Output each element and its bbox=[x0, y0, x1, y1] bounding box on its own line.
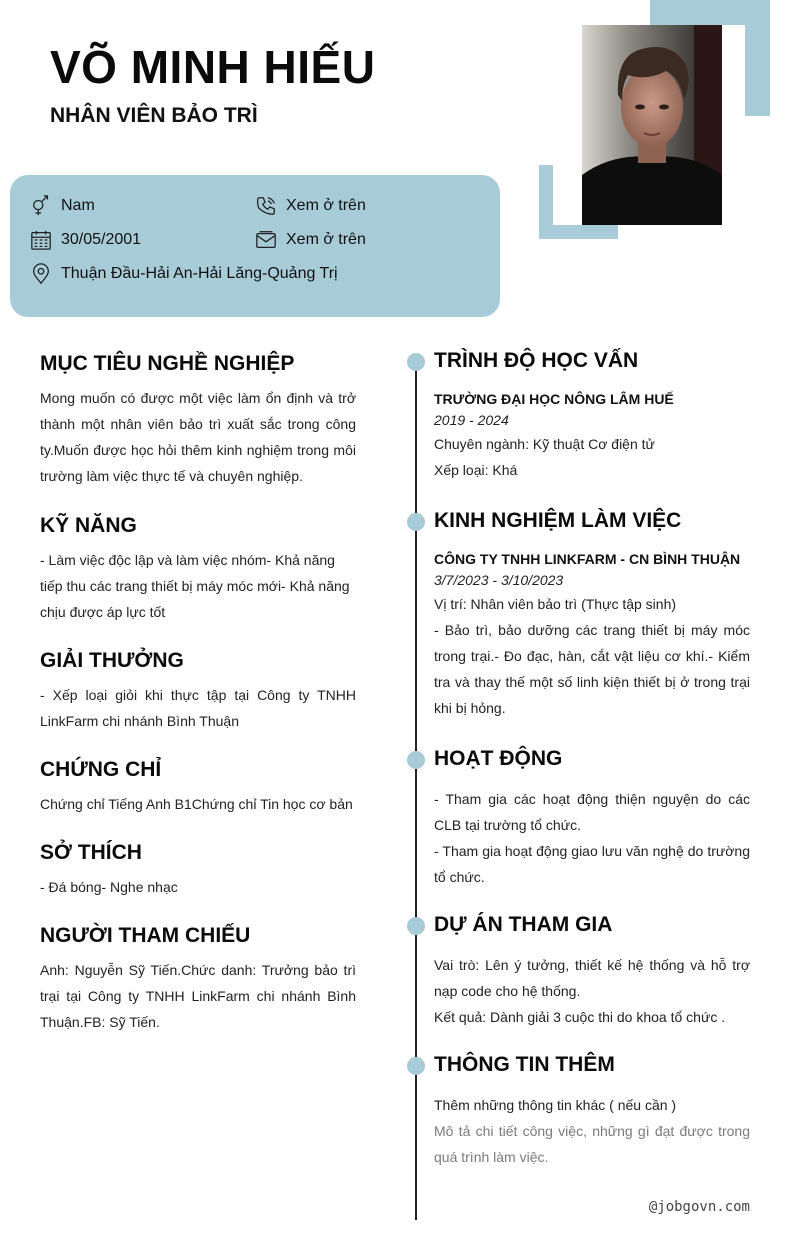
address-item bbox=[30, 263, 338, 285]
activities-title: HOẠT ĐỘNG bbox=[434, 747, 563, 770]
certificates-text: Chứng chỉ Tiếng Anh B1Chứng chỉ Tin học cơ bản bbox=[40, 796, 353, 812]
phone-value: Xem ở trên bbox=[286, 197, 366, 214]
timeline-dot-education bbox=[407, 353, 425, 371]
objective-title: MỤC TIÊU NGHỀ NGHIỆP bbox=[40, 352, 295, 375]
job-title: NHÂN VIÊN BẢO TRÌ bbox=[50, 104, 258, 127]
hobbies-section bbox=[40, 841, 356, 900]
objective-section bbox=[40, 352, 356, 489]
experience-section bbox=[434, 509, 750, 721]
portrait-photo bbox=[582, 25, 722, 225]
experience-company: CÔNG TY TNHH LINKFARM - CN BÌNH THUẬN bbox=[434, 551, 741, 567]
education-school: TRƯỜNG ĐẠI HỌC NÔNG LÂM HUẾ bbox=[434, 391, 674, 407]
activities-item-1: - Tham gia các hoạt động thiện nguyện do các CLB tại trường tổ chức. bbox=[434, 791, 750, 833]
dob-item bbox=[30, 229, 141, 251]
extra-title: THÔNG TIN THÊM bbox=[434, 1053, 615, 1076]
awards-title: GIẢI THƯỞNG bbox=[40, 649, 184, 672]
references-section bbox=[40, 924, 356, 1035]
awards-text: - Xếp loại giỏi khi thực tập tại Công ty TNHH LinkFarm chi nhánh Bình Thuận bbox=[40, 687, 356, 729]
timeline-line bbox=[415, 360, 417, 1220]
projects-result: Kết quả: Dành giải 3 cuộc thi do khoa tổ chức . bbox=[434, 1009, 726, 1025]
skills-title: KỸ NĂNG bbox=[40, 514, 137, 537]
dob-value: 30/05/2001 bbox=[61, 231, 142, 248]
education-major: Chuyên ngành: Kỹ thuật Cơ điện tử bbox=[434, 436, 655, 452]
address-value: Thuận Đầu-Hải An-Hải Lăng-Quảng Trị bbox=[61, 265, 338, 282]
portrait-photo-illustration bbox=[582, 25, 722, 225]
hobbies-title: SỞ THÍCH bbox=[40, 841, 142, 864]
timeline-dot-extra bbox=[407, 1057, 425, 1075]
references-text: Anh: Nguyễn Sỹ Tiến.Chức danh: Trưởng bảo trì trại tại Công ty TNHH LinkFarm chi nhánh Bình Thuận.FB: Sỹ Tiến. bbox=[40, 962, 356, 1030]
skills-section bbox=[40, 514, 356, 625]
projects-title: DỰ ÁN THAM GIA bbox=[434, 913, 613, 936]
skills-text: - Làm việc độc lập và làm việc nhóm- Khả năng tiếp thu các trang thiết bị máy móc mới- Khả năng chịu được áp lực tốt bbox=[40, 552, 350, 620]
activities-item-2: - Tham gia hoạt động giao lưu văn nghệ do trường tổ chức. bbox=[434, 843, 750, 885]
activities-section bbox=[434, 747, 750, 890]
timeline-dot-experience bbox=[407, 513, 425, 531]
certificates-title: CHỨNG CHỈ bbox=[40, 758, 162, 781]
phone-item bbox=[255, 195, 366, 217]
experience-position: Vị trí: Nhân viên bảo trì (Thực tập sinh) bbox=[434, 596, 677, 612]
email-value: Xem ở trên bbox=[286, 231, 366, 248]
experience-description: - Bảo trì, bảo dưỡng các trang thiết bị máy móc trong trại.- Đo đạc, hàn, cắt vật liệu cơ khí.- Kiểm tra và thay thế một số linh kiện thiết bị ở trong trại khi bị hỏng. bbox=[434, 622, 750, 716]
phone-icon bbox=[255, 195, 277, 217]
projects-role: Vai trò: Lên ý tưởng, thiết kế hệ thống và hỗ trợ nạp code cho hệ thống. bbox=[434, 957, 750, 999]
email-icon bbox=[255, 229, 277, 251]
gender-icon bbox=[30, 195, 52, 217]
extra-line-1: Thêm những thông tin khác ( nếu cần ) bbox=[434, 1097, 677, 1113]
education-title: TRÌNH ĐỘ HỌC VẤN bbox=[434, 349, 639, 372]
gender-value: Nam bbox=[61, 197, 95, 214]
certificates-section bbox=[40, 758, 356, 817]
references-title: NGƯỜI THAM CHIẾU bbox=[40, 924, 251, 947]
extra-line-2: Mô tả chi tiết công việc, những gì đạt được trong quá trình làm việc. bbox=[434, 1123, 750, 1165]
gender-item bbox=[30, 195, 95, 217]
projects-section bbox=[434, 913, 750, 1030]
location-pin-icon bbox=[30, 263, 52, 285]
timeline-dot-activities bbox=[407, 751, 425, 769]
extra-section bbox=[434, 1053, 750, 1170]
candidate-name: VÕ MINH HIẾU bbox=[50, 41, 376, 93]
awards-section bbox=[40, 649, 356, 734]
experience-title: KINH NGHIỆM LÀM VIỆC bbox=[434, 509, 682, 532]
hobbies-text: - Đá bóng- Nghe nhạc bbox=[40, 879, 178, 895]
email-item bbox=[255, 229, 366, 251]
objective-text: Mong muốn có được một việc làm ổn định và trở thành một nhân viên bảo trì xuất sắc trong công ty.Muốn được học hỏi thêm kinh nghiệm trong môi trường làm việc thực tế và chuyên nghiệp. bbox=[40, 390, 356, 484]
education-rank: Xếp loại: Khá bbox=[434, 462, 518, 478]
education-section bbox=[434, 349, 750, 483]
experience-period: 3/7/2023 - 3/10/2023 bbox=[434, 572, 564, 588]
calendar-icon bbox=[30, 229, 52, 251]
timeline-dot-projects bbox=[407, 917, 425, 935]
watermark: @jobgovn.com bbox=[648, 1199, 750, 1215]
education-period: 2019 - 2024 bbox=[434, 412, 509, 428]
